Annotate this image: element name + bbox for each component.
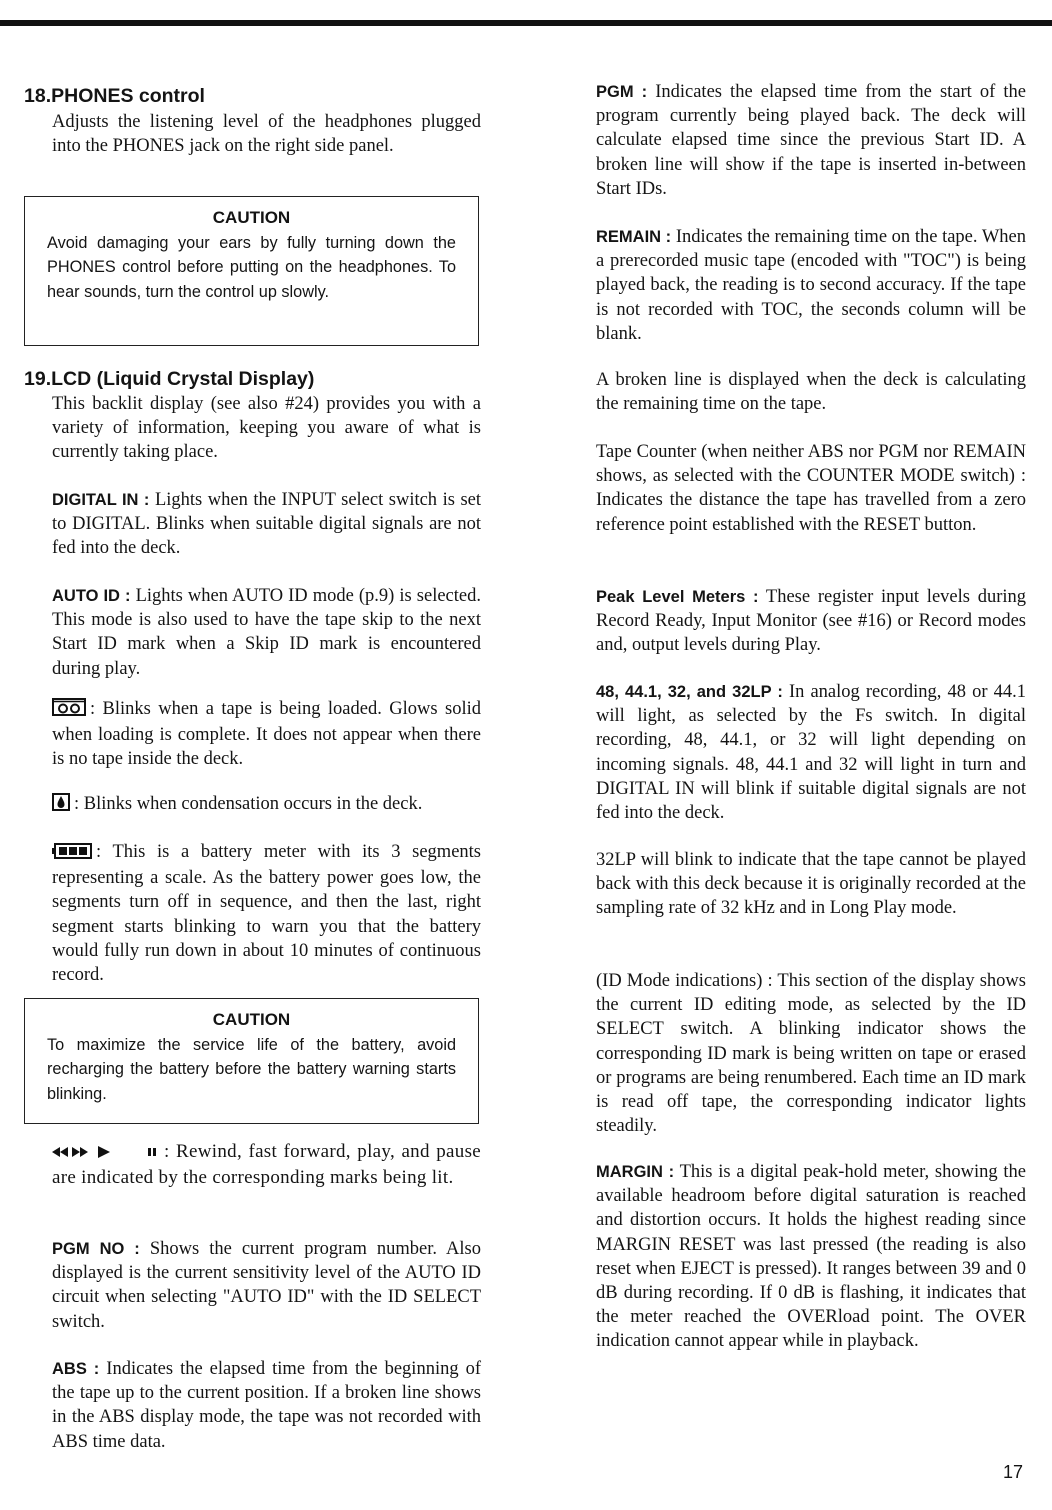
pgm-no-text: Shows the current program number. Also displayed is the current sensitivity level of the AUTO ID circuit when selecting "AUTO ID" with the ID SELECT switch. bbox=[52, 1239, 481, 1332]
caution-title: CAUTION bbox=[212, 208, 291, 227]
id-mode-paragraph: (ID Mode indications) : This section of the display shows the current ID editing mode, as selected by the ID SELECT switch. A blinking indicator shows the corresponding ID mark is being written on tape or erased or programs are being renumbered. Each time an ID mark is read off tape, the corresponding indicator lights steadily. bbox=[596, 971, 1026, 1137]
section-18-heading: 18.PHONES control bbox=[24, 85, 205, 107]
page-number: 17 bbox=[1003, 1462, 1024, 1482]
auto-id-text: Lights when AUTO ID mode (p.9) is selected. This mode is also used to have the tape skip to the next Start ID mark when a Skip ID mark is encountered during play. bbox=[52, 586, 481, 679]
remain-paragraph bbox=[596, 225, 1026, 346]
sampling-rate-paragraph bbox=[596, 680, 1026, 825]
pgm-term: PGM : bbox=[596, 83, 648, 101]
tape-counter-paragraph: Tape Counter (when neither ABS nor PGM nor REMAIN shows, as selected with the COUNTER MODE switch) : Indicates the distance the tape has travelled from a zero reference point established with the RESET button. bbox=[596, 442, 1026, 535]
tape-loading-paragraph bbox=[52, 697, 481, 772]
caution-box-phones bbox=[24, 196, 479, 346]
sampling-rate-term: 48, 44.1, 32, and 32LP : bbox=[596, 683, 783, 701]
caution-text: To maximize the service life of the battery, avoid recharging the battery before the battery warning starts blinking. bbox=[47, 1036, 456, 1103]
margin-paragraph bbox=[596, 1160, 1026, 1354]
condensation-paragraph bbox=[52, 792, 481, 818]
caution-box-battery bbox=[24, 998, 479, 1124]
abs-paragraph bbox=[52, 1357, 481, 1454]
battery-meter-icon bbox=[52, 842, 92, 866]
caution-title: CAUTION bbox=[212, 1010, 291, 1029]
top-rule bbox=[0, 20, 1052, 26]
transport-text: : Rewind, fast forward, play, and pause are indicated by the corresponding marks being lit. bbox=[52, 1141, 481, 1189]
digital-in-term: DIGITAL IN : bbox=[52, 491, 150, 509]
abs-term: ABS : bbox=[52, 1360, 100, 1378]
caution-text: Avoid damaging your ears by fully turning down the PHONES control before putting on the headphones. To hear sounds, turn the control up slowly. bbox=[47, 234, 456, 301]
battery-text: : This is a battery meter with its 3 segments representing a scale. As the battery power goes low, the segments turn off in sequence, and then the last, right segment starts blinking to warn you that the battery would fully run down in about 10 minutes of continuous record. bbox=[52, 842, 481, 986]
remain-text: Indicates the remaining time on the tape. When a prerecorded music tape (encoded with "TOC") is being played back, the reading is to second accuracy. If the tape is not recorded with TOC, the seconds column will be blank. bbox=[596, 227, 1026, 344]
digital-in-paragraph bbox=[52, 488, 481, 561]
condensation-icon bbox=[52, 793, 70, 818]
sampling-rate-text: In analog recording, 48 or 44.1 will light, as selected by the Fs switch. In digital recording, 48, 44.1, or 32 will light depending on incoming signals. 48, 44.1 and 32 will light in turn and DIGITAL IN will blink if suitable digital signals are not fed into the deck. bbox=[596, 682, 1026, 824]
broken-line-paragraph: A broken line is displayed when the deck is calculating the remaining time on the tape. bbox=[596, 370, 1026, 415]
section-18-body: Adjusts the listening level of the headphones plugged into the PHONES jack on the right side panel. bbox=[52, 112, 481, 157]
auto-id-paragraph bbox=[52, 584, 481, 681]
remain-term: REMAIN : bbox=[596, 228, 672, 246]
battery-paragraph bbox=[52, 840, 481, 987]
abs-text: Indicates the elapsed time from the beginning of the tape up to the current position. If a broken line shows in the ABS display mode, the tape was not recorded with ABS time data. bbox=[52, 1359, 481, 1452]
peak-level-paragraph bbox=[596, 585, 1026, 658]
cassette-icon bbox=[52, 698, 86, 723]
lp-paragraph: 32LP will blink to indicate that the tape cannot be played back with this deck because it is originally recorded at the sampling rate of 32 kHz and in Long Play mode. bbox=[596, 850, 1026, 919]
section-19-intro: This backlit display (see also #24) provides you with a variety of information, keeping you aware of what is currently taking place. bbox=[52, 394, 481, 463]
pgm-text: Indicates the elapsed time from the start of the program currently being played back. The deck will calculate elapsed time since the previous Start ID. A broken line will show if the tape is inserted in-between Start IDs. bbox=[596, 82, 1026, 199]
margin-term: MARGIN : bbox=[596, 1163, 675, 1181]
digital-in-text: Lights when the INPUT select switch is set to DIGITAL. Blinks when suitable digital signals are not fed into the deck. bbox=[52, 490, 481, 559]
pgm-no-paragraph bbox=[52, 1237, 481, 1334]
pgm-paragraph bbox=[596, 80, 1026, 201]
section-19-heading: 19.LCD (Liquid Crystal Display) bbox=[24, 368, 315, 390]
pgm-no-term: PGM NO : bbox=[52, 1240, 140, 1258]
margin-text: This is a digital peak-hold meter, showing the available headroom before digital saturation is reached and distortion occurs. It holds the highest reading since MARGIN RESET was last pressed (the reading is also reset when EJECT is pressed). It ranges between 39 and 0 dB during recording. If 0 dB is flashing, it indicates that the meter reached the OVERload point. The OVER indication cannot appear while in playback. bbox=[596, 1162, 1026, 1352]
transport-marks-icon bbox=[52, 1142, 160, 1166]
condensation-text: : Blinks when condensation occurs in the deck. bbox=[74, 794, 423, 814]
peak-level-term: Peak Level Meters : bbox=[596, 588, 759, 606]
peak-level-text: These register input levels during Record Ready, Input Monitor (see #16) or Record modes and, output levels during Play. bbox=[596, 587, 1026, 656]
tape-loading-text: : Blinks when a tape is being loaded. Glows solid when loading is complete. It does not appear when there is no tape inside the deck. bbox=[52, 699, 481, 770]
transport-paragraph bbox=[52, 1140, 481, 1190]
auto-id-term: AUTO ID : bbox=[52, 587, 131, 605]
